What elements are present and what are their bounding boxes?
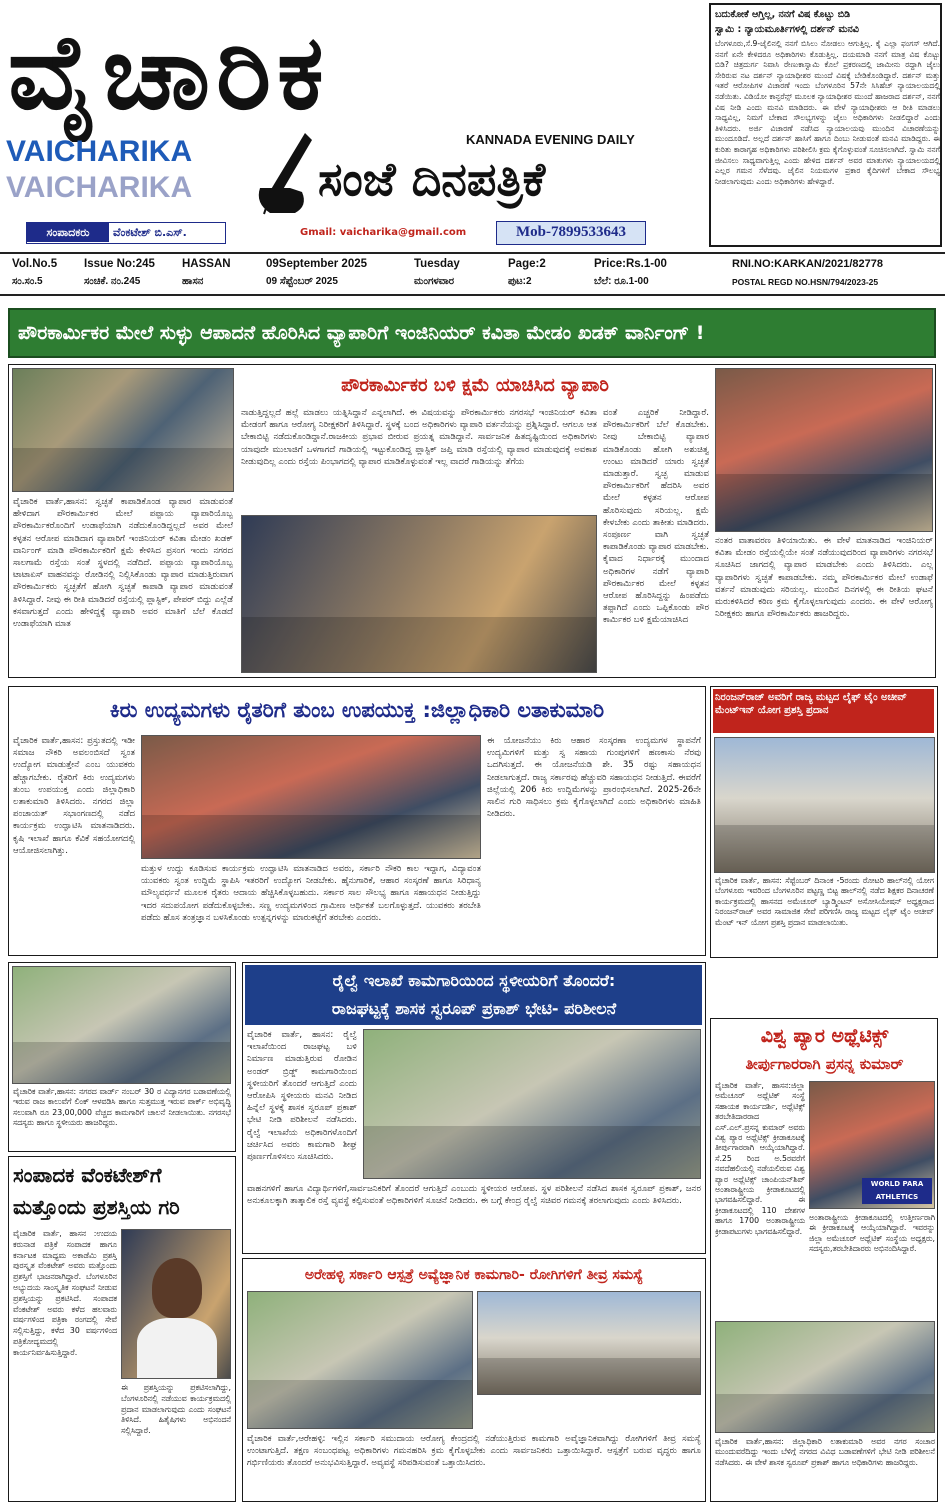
price-en: Price:Rs.1-00 — [594, 258, 667, 270]
avatar — [152, 1258, 202, 1318]
story2-col-mid: ಮತ್ತುಳ ಉದ್ದು ಕೂಡಿಸುವ ಕಾರ್ಯಕ್ರಮ ಉದ್ಘಾಟಿಸಿ ಮಾತನಾಡಿದ ಅವರು, ಸರ್ಕಾರಿ ನೌಕರಿ ಕಾಲ ಇದ್ದಾಗ, ವಿದ್ಯಾವಂತ ಯುವಕರು ಸ್ವಂತ ಉದ್ದಿಮೆ ಸ್ಥಾಪಿಸಿ ಇತರರಿಗೆ ಉದ್ಯೋಗ ನೀಡಬೇಕು. ಹೈನುಗಾರಿಕೆ, ಆಹಾರ ಸಂಸ್ಕರಣೆ ಹಾಗೂ ಸಿರಿಧಾನ್ಯ ಮೌಲ್ಯವರ್ಧನೆ ಮೂಲಕ ರೈತರು ಆದಾಯ ಹೆಚ್ಚಿಸಿಕೊಳ್ಳಬಹುದು. ಸರ್ಕಾರ ಸಾಲ ಸೌಲಭ್ಯ ಹಾಗೂ ಸಹಾಯಧನ ನೀಡುತ್ತಿದ್ದು ಇದರ ಸದುಪಯೋಗ ಪಡೆದುಕೊಳ್ಳಬೇಕು. ಸಣ್ಣ ಉದ್ಯಮಗಳಿಂದ ಗ್ರಾಮೀಣ ಆರ್ಥಿಕತೆ ಬಲಗೊಳ್ಳುತ್ತದೆ. ಯುವಕರು ತರಬೇತಿ ಪಡೆದು ಹೊಸ ತಂತ್ರಜ್ಞಾನ ಬಳಸಿಕೊಂಡು ಉತ್ಪನ್ನಗಳನ್ನು ಮಾರುಕಟ್ಟೆಗೆ ತರಬೇಕು ಎಂದರು. — [141, 864, 481, 923]
story6-body: ವೈಚಾರಿಕ ವಾರ್ತೆ,ಆರೇಹಳ್ಳಿ: ಇಲ್ಲಿನ ಸರ್ಕಾರಿ ಸಮುದಾಯ ಆರೋಗ್ಯ ಕೇಂದ್ರದಲ್ಲಿ ನಡೆಯುತ್ತಿರುವ ಕಾಮಗಾರಿ ಅವೈಜ್ಞಾನಿಕವಾಗಿದ್ದು ರೋಗಿಗಳಿಗೆ ತೀವ್ರ ಸಮಸ್ಯೆ ಉಂಟಾಗುತ್ತಿದೆ. ತಕ್ಷಣ ಸಂಬಂಧಪಟ್ಟ ಅಧಿಕಾರಿಗಳು ಗಮನಹರಿಸಿ ಕ್ರಮ ಕೈಗೊಳ್ಳಬೇಕು ಎಂದು ಸಾರ್ವಜನಿಕರು ಒತ್ತಾಯಿಸಿದ್ದಾರೆ. ಆಸ್ಪತ್ರೆಗೆ ಬರುವ ವೃದ್ಧರು ಹಾಗೂ ಗರ್ಭಿಣಿಯರು ತೊಂದರೆ ಅನುಭವಿಸುತ್ತಿದ್ದಾರೆ. ಅವ್ಯವಸ್ಥೆ ಸರಿಪಡಿಸುವಂತೆ ಒತ್ತಾಯಿಸಿದರು. — [247, 1434, 701, 1469]
editor-badge — [26, 222, 226, 244]
price-kn: ಬೆಲೆ: ರೂ.1-00 — [594, 276, 649, 287]
masthead-title-roman-1: VAICHARIKA — [6, 135, 193, 168]
gmail-address: Gmail: vaicharika@gmail.com — [300, 227, 467, 238]
story6-headline: ಅರೇಹಳ್ಳಿ ಸರ್ಕಾರಿ ಆಸ್ಪತ್ರೆ ಅವ್ಯೆಜ್ಞಾನಿಕ ಕಾಮಗಾರಿ- ರೋಗಿಗಳಿಗೆ ತೀವ್ರ ಸಮಸ್ಯೆ — [304, 1267, 644, 1283]
masthead-title-kannada: ವೈಚಾರಿಕ — [8, 11, 330, 133]
story7-caption: ವೈಚಾರಿಕ ವಾರ್ತೆ,ಹಾಸನ: ಜಿಲ್ಲಾಧಿಕಾರಿ ಲತಾಕುಮಾರಿ ಅವರ ನಗರ ಸಂಚಾರ ಮುಂದುವರೆದಿದ್ದು ಇಂದು ಬೆಳಿಗ್ಗೆ ನಗರದ ವಿವಿಧ ಬಡಾವಣೆಗಳಿಗೆ ಭೇಟಿ ನೀಡಿ ಪರಿಶೀಲನೆ ನಡೆಸಿದರು. ಈ ವೇಳೆ ಶಾಸಕ ಸ್ವರೂಪ್ ಪ್ರಕಾಶ್ ಹಾಗೂ ಅಧಿಕಾರಿಗಳು ಹಾಜರಿದ್ದರು. — [715, 1437, 935, 1467]
story5-photo — [121, 1229, 231, 1379]
editor-label: ಸಂಪಾದಕರು — [27, 223, 109, 242]
masthead-title-roman-2: VAICHARIKA — [6, 171, 193, 204]
story7-headline-2: ತೀರ್ಪುಗಾರರಾಗಿ ಪ್ರಸನ್ನ ಕುಮಾರ್ — [745, 1055, 904, 1073]
postal-regd: POSTAL REGD NO.HSN/794/2023-25 — [732, 277, 879, 287]
day-en: Tuesday — [414, 258, 460, 270]
story1-right-text: ನಂತರ ವಾತಾವರಣ ತಿಳಿಯಾಯಿತು. ಈ ವೇಳೆ ಮಾತನಾಡಿದ ಇಂಜಿನಿಯರ್ ಕವಿತಾ ಮೇಡಂ ರಸ್ತೆಯಲ್ಲಿಯೇ ಸಂತೆ ನಡೆಯುವುದರಿಂದ ವ್ಯಾಪಾರಿಗಳು ನಗರಸಭೆ ಸೂಚಿಸಿದ ಜಾಗದಲ್ಲಿ ವ್ಯಾಪಾರ ಮಾಡಬೇಕು ಎಂದು ತಿಳಿಸಿದರು. ಎಲ್ಲ ವ್ಯಾಪಾರಿಗಳು ಸ್ವಚ್ಛತೆ ಕಾಪಾಡಬೇಕು. ನಮ್ಮ ಪೌರಕಾರ್ಮಿಕರ ಮೇಲೆ ಉಡಾಫೆ ವರ್ತನೆ ಮಾಡುವುದು ಸರಿಯಲ್ಲ. ಮುಂದಿನ ದಿನಗಳಲ್ಲಿ ಈ ರೀತಿಯ ಘಟನೆ ಮರುಕಳಿಸಿದರೆ ಕಠಿಣ ಕ್ರಮ ಕೈಗೊಳ್ಳಲಾಗುವುದು ಎಂದರು. ಈ ವೇಳೆ ಆರೋಗ್ಯ ನಿರೀಕ್ಷಕರು ಹಾಗೂ ಪೌರಕಾರ್ಮಿಕರು ಹಾಜರಿದ್ದರು. — [715, 536, 933, 620]
story1-col-right: ವಂತೆ ಎಚ್ಚರಿಕೆ ನೀಡಿದ್ದಾರೆ. ಪೌರಕಾರ್ಮಿಕರಿಗೆ ಬೆಲೆ ಕೊಡಬೇಕು. ನೀವು ಬೇಕಾಬಿಟ್ಟಿ ವ್ಯಾಪಾರ ಮಾಡಿಕೊಂಡು ಹೋಗಿ ಅಶುಚಿತ್ವ ಉಂಟು ಮಾಡಿದರೆ ಯಾರು ಸ್ವಚ್ಛತೆ ಮಾಡುತ್ತಾರೆ. ಸ್ವಚ್ಛ ಮಾಡುವ ಪೌರಕಾರ್ಮಿಕರಿಗೆ ಹೆದರಿಸಿ ಅವರ ಮೇಲೆ ಕಳ್ಳತನ ಆರೋಪ ಹೊರಿಸುವುದು ಸರಿಯಲ್ಲ. ಕ್ಷಮೆ ಕೇಳಬೇಕು ಎಂದು ತಾಕೀತು ಮಾಡಿದರು. ಸಂಪೂರ್ಣ ವಾಗಿ ಸ್ವಚ್ಛತೆ ಕಾಪಾಡಿಕೊಂಡು ವ್ಯಾಪಾರ ಮಾಡಬೇಕು. ಕೈವಾದ ನಿರ್ಧಾರಕ್ಕೆ ಮುಂದಾದ ಅಧಿಕಾರಿಗಳ ನಡೆಗೆ ವ್ಯಾಪಾರಿ ಪೌರಕಾರ್ಮಿಕರ ಮೇಲೆ ಕಳ್ಳತನ ಆರೋಪ ಹೊರಿಸಿದ್ದನ್ನು ಹಿಂಪಡೆದು ತಪ್ಪಾಗಿದೆ ಎಂದು ಒಪ್ಪಿಕೊಂಡು ಪೌರ ಕಾರ್ಮಿಕರ ಬಳಿ ಕ್ಷಮೆಯಾಚಿಸಿದ — [603, 408, 709, 626]
pen-hand-icon — [250, 128, 320, 218]
page-en: Page:2 — [508, 258, 546, 270]
story7-body: ವೈಚಾರಿಕ ವಾರ್ತೆ, ಹಾಸನ:ಜಿಲ್ಲಾ ಅಮೆಚೂರ್ ಅಥ್ಲೆಟಿಕ್ ಸಂಸ್ಥೆ ಸಹಾಯಕ ಕಾರ್ಯದರ್ಶಿ, ಅಥ್ಲೆಟಿಕ್ಸ್ ತರಬೇತಿದಾರರಾದ ಎಸ್.ಎಲ್.ಪ್ರಸನ್ನ ಕುಮಾರ್ ಅವರು ವಿಶ್ವ ಪ್ಯಾರ ಅಥ್ಲೆಟಿಕ್ಸ್ ಕ್ರೀಡಾಕೂಟಕ್ಕೆ ತೀರ್ಪುಗಾರರಾಗಿ ಆಯ್ಕೆಯಾಗಿದ್ದಾರೆ. ಸೆ.25 ರಿಂದ ಅ.5ರವರೆಗೆ ನವದೆಹಲಿಯಲ್ಲಿ ನಡೆಯಲಿರುವ ವಿಶ್ವ ಪ್ಯಾರ ಅಥ್ಲೆಟಿಕ್ಸ್ ಚಾಂಪಿಯನ್‌ಶಿಪ್ ಅಂತಾರಾಷ್ಟ್ರೀಯ ಕ್ರೀಡಾಕೂಟದಲ್ಲಿ ಭಾಗವಹಿಸಲಿದ್ದಾರೆ. ಈ ಕ್ರೀಡಾಕೂಟದಲ್ಲಿ 110 ದೇಶಗಳ ಹಾಗೂ 1700 ಅಂತಾರಾಷ್ಟ್ರೀಯ ಕ್ರೀಡಾಪಟುಗಳು ಭಾಗವಹಿಸಲಿದ್ದಾರೆ. — [715, 1081, 805, 1236]
story3-frame — [710, 686, 938, 958]
story6-photo-left — [247, 1291, 473, 1429]
rni-number: RNI.NO:KARKAN/2021/82778 — [732, 258, 883, 270]
story4-col-bottom: ವಾಹನಗಳಿಗೆ ಹಾಗೂ ವಿದ್ಯಾರ್ಥಿಗಳಿಗೆ,ಸಾರ್ವಜನಿಕರಿಗೆ ತೊಂದರೆ ಆಗುತ್ತಿದೆ ಎಂಬುದು ಸ್ಥಳೀಯರ ಆರೋಪ. ಸ್ಥಳ ಪರಿಶೀಲನೆ ನಡೆಸಿದ ಶಾಸಕ ಸ್ವರೂಪ್ ಪ್ರಕಾಶ್, ಜನರ ಅನುಕೂಲಕ್ಕಾಗಿ ತಾತ್ಕಾಲಿಕ ರಸ್ತೆ ವ್ಯವಸ್ಥೆ ಕಲ್ಪಿಸುವಂತೆ ಅಧಿಕಾರಿಗಳಿಗೆ ಸೂಚನೆ ನೀಡಿದರು. ಈ ಬಗ್ಗೆ ಕೇಂದ್ರ ರೈಲ್ವೆ ಸಚಿವರ ಗಮನಕ್ಕೆ ತರಲಾಗುವುದು ಎಂದು ತಿಳಿಸಿದರು. — [247, 1184, 701, 1207]
story1-col-mid: ನಾಡುತ್ತಿದ್ದಲ್ಲದೆ ಹಲ್ಲೆ ಮಾಡಲು ಯತ್ನಿಸಿದ್ದಾನೆ ಎನ್ನಲಾಗಿದೆ. ಈ ವಿಷಯವನ್ನು ಪೌರಕಾರ್ಮಿಕರು ನಗರಸಭೆ ಇಂಜಿನಿಯರ್ ಕವಿತಾ ಮೇಡಂಗೆ ಹಾಗೂ ಆರೋಗ್ಯ ನಿರೀಕ್ಷಕರಿಗೆ ತಿಳಿಸಿದ್ದಾರೆ. ಸ್ಥಳಕ್ಕೆ ಬಂದ ಅಧಿಕಾರಿಗಳು ವ್ಯಾಪಾರಿ ವರ್ತನೆಯನ್ನು ಪ್ರಶ್ನಿಸಿದ್ದಾರೆ. ಆಗಲೂ ಆತ ಬೇಕಾಬಿಟ್ಟಿ ನಡೆದುಕೊಂಡಿದ್ದಾನೆ.ರಾಜಕೀಯ ಪ್ರಭಾವ ಬೀರುವ ಪ್ರಯತ್ನ ಮಾಡಿದ್ದಾನೆ. ಸಾರ್ವಜನಿಕ ಹಿತದೃಷ್ಟಿಯಿಂದ ಅಧಿಕಾರಿಗಳು ಯಾವುದೇ ಮುಲಾಜಿಗೆ ಒಳಗಾಗದೆ ಗಾಡಿಯಲ್ಲಿ ಇಟ್ಟುಕೊಂಡಿದ್ದ ಪ್ಲಾಸ್ಟಿಕ್ ಜಪ್ತಿ ಮಾಡಿ ರಸ್ತೆಯಲ್ಲಿ ವ್ಯಾಪಾರ ಮಾಡುವುದಕ್ಕೆ ಅವಕಾಶ ನೀಡುವುದಿಲ್ಲ ಎಂದು ರಸ್ತೆಯ ಪಿಂಭಾಗದಲ್ಲಿ ವ್ಯಾಪಾರ ಮಾಡಿಕೊಳ್ಳುವಂತೆ ಇಲ್ಲ ವಾದರೆ ಗಾಡಿಯನ್ನು ತೆಗೆಯ — [241, 408, 597, 467]
story2-headline: ಕಿರು ಉದ್ಯಮಗಳು ರೈತರಿಗೆ ತುಂಬ ಉಪಯುಕ್ತ :ಜಿಲ್ಲಾಧಿಕಾರಿ ಲತಾಕುಮಾರಿ — [109, 698, 605, 722]
banner-headline: ಪೌರಕಾರ್ಮಿಕರ ಮೇಲೆ ಸುಳ್ಳು ಆಪಾದನೆ ಹೊರಿಸಿದ ವ್ಯಾಪಾರಿಗೆ ಇಂಜಿನಿಯರ್ ಕವಿತಾ ಮೇಡಂ ಖಡಕ್ ವಾರ್ನಿಂಗ್ ! — [18, 322, 705, 344]
tagline-english: KANNADA EVENING DAILY — [466, 132, 635, 147]
park-frame — [8, 962, 236, 1152]
top-story-headline: ಬದುಕೋಕೆ ಆಗ್ತಿಲ್ಲ, ನನಗೆ ವಿಷ ಕೊಟ್ಟು ಬಿಡಿ — [715, 9, 851, 20]
story7-photo-bottom — [715, 1321, 935, 1433]
date-kn: 09 ಸೆಪ್ಟೆಂಬರ್ 2025 — [266, 276, 338, 287]
top-story-body: ಬೆಂಗಳೂರು,ಸೆ.9-ಜೈಲಿನಲ್ಲಿ ನನಗೆ ಬಿಸಿಲು ನೋಡಲು ಆಗುತ್ತಿಲ್ಲ. ಕೈ ಎಲ್ಲಾ ಫಂಗಸ್ ಆಗಿದೆ. ನನಗೆ ಏನೇ ಕೇಳಿದರೂ ಅಧಿಕಾರಿಗಳು ಕೊಡುತ್ತಿಲ್ಲ. ದಯಮಾಡಿ ನನಗೆ ಮಾತ್ರ ವಿಷ ಕೊಟ್ಟು ಬಿಡಿ? ಚಿತ್ರದುರ್ಗ ನಿವಾಸಿ ರೇಣುಕಾಸ್ವಾಮಿ ಕೊಲೆ ಪ್ರಕರಣದಲ್ಲಿ ಜಾಮೀನು ರದ್ದಾಗಿ ಜೈಲು ಸೇರಿರುವ ನಟ ದರ್ಶನ್ ನ್ಯಾಯಾಧೀಶರ ಮುಂದೆ ವಿಷಕ್ಕೆ ಬೇಡಿಕೊಂಡಿದ್ದಾರೆ. ದರ್ಶನ್ ಮತ್ತು ಇತರೆ ಆರೋಪಿಗಳ ವಿಚಾರಣೆ ಇಂದು ಬೆಂಗಳೂರಿನ 57ನೇ ಸಿಸಿಹೆಚ್ ನ್ಯಾಯಾಲಯದಲ್ಲಿ ನಡೆಯಿತು. ವಿಡಿಯೋ ಕಾನ್ಫರೆನ್ಸ್ ಮೂಲಕ ನ್ಯಾಯಾಧೀಶರ ಮುಂದೆ ಹಾಜರಾದ ದರ್ಶನ್, ನನಗೆ ವಿಷ ನೀಡಿ ಎಂದು ಮನವಿ ಮಾಡಿದರು. ಈ ವೇಳೆ ನ್ಯಾಯಾಧೀಶರು ಆ ರೀತಿ ಮಾಡಲು ಸಾಧ್ಯವಿಲ್ಲ, ನಿಮಗೆ ಬೇಕಾದ ಸೌಲಭ್ಯಗಳನ್ನು ಜೈಲು ಅಧಿಕಾರಿಗಳು ನೀಡಲಿದ್ದಾರೆ ಎಂದು ತಿಳಿಸಿದರು. ಅರ್ಜಿ ವಿಚಾರಣೆ ನಡೆಸಿದ ನ್ಯಾಯಾಲಯವು ಮುಂದಿನ ವಿಚಾರಣೆಯನ್ನು ಮುಂದೂಡಿದೆ. ಅಲ್ಲದೆ ದರ್ಶನ್ ಹಾಸಿಗೆ ಹಾಗೂ ದಿಂಬು ನೀಡುವಂತೆ ಮನವಿ ಮಾಡಿದ್ದರು. ಈ ಕುರಿತು ಕಾರಾಗೃಹ ಅಧಿಕಾರಿಗಳು ಪರಿಶೀಲಿಸಿ ಕ್ರಮ ಕೈಗೊಳ್ಳುವಂತೆ ಸೂಚಿಸಲಾಗಿದೆ. ಸ್ವಾಮಿ ನನಗೆ ಜೀವಿಸಲು ಸಾಧ್ಯವಾಗುತ್ತಿಲ್ಲ ಎಂದು ಹೇಳಿದ ದರ್ಶನ್ ಅವರ ಮಾತುಗಳು ನ್ಯಾಯಾಲಯದಲ್ಲಿ ಎಲ್ಲರ ಗಮನ ಸೆಳೆದವು. ಜೈಲಿನ ನಿಯಮಗಳ ಪ್ರಕಾರ ಕೈದಿಗಳಿಗೆ ಬೇಕಾದ ಸೌಲಭ್ಯ ನೀಡಲಾಗುವುದು ಎಂದು ಅಧಿಕಾರಿಗಳು ಹೇಳಿದ್ದಾರೆ. — [715, 39, 940, 186]
story5-frame — [8, 1156, 236, 1502]
story2-frame — [8, 686, 706, 956]
story5-headline: ಸಂಪಾದಕ ವೆಂಕಟೇಶ್‌ಗೆ ಮತ್ತೊಂದು ಪ್ರಶಸ್ತಿಯ ಗರಿ — [13, 1163, 180, 1219]
top-story-box — [709, 3, 942, 247]
story4-photo — [363, 1029, 701, 1179]
issue-en: Issue No:245 — [84, 258, 155, 270]
story3-headline-text: ನಿರಂಜನ್‌ರಾಜ್ ಅವರಿಗೆ ರಾಜ್ಯ ಮಟ್ಟದ ಲೈಫ್ ಟೈಂ ಅಚೀವ್ ಮೆಂಟ್‌ಇನ್ ಯೋಗ ಪ್ರಶಸ್ತಿ ಪ್ರದಾನ — [715, 692, 907, 716]
story1-photo-right — [715, 368, 933, 532]
page-kn: ಪುಟ:2 — [508, 276, 532, 287]
issue-kn: ಸಂಚಿಕೆ. ನಂ.245 — [84, 276, 141, 287]
masthead — [0, 0, 705, 250]
story2-photo — [141, 735, 481, 859]
banner-strip — [8, 308, 936, 358]
story4-frame — [242, 962, 706, 1254]
dateline-rule-top — [0, 252, 945, 254]
story6-photo-right — [477, 1291, 701, 1395]
world-para-athletics-banner: WORLD PARA ATHLETICS — [862, 1178, 932, 1204]
story7-photo — [809, 1081, 935, 1209]
place-kn: ಹಾಸನ — [182, 276, 204, 287]
story1-photo-center — [241, 515, 597, 673]
story4-headline-2: ರಾಜಘಟ್ಟಕ್ಕೆ ಶಾಸಕ ಸ್ವರೂಪ್ ಪ್ರಕಾಶ್ ಭೇಟಿ- ಪರಿಶೀಲನೆ — [331, 999, 617, 1018]
vol-en: Vol.No.5 — [12, 258, 58, 270]
vol-kn: ಸಂ.ಸಂ.5 — [12, 276, 43, 287]
story1-col-left: ವೈಚಾರಿಕ ವಾರ್ತೆ,ಹಾಸನ: ಸ್ವಚ್ಛತೆ ಕಾಪಾಡಿಕೊಂಡ ವ್ಯಾಪಾರ ಮಾಡುವಂತೆ ಹೇಳಿದಾಗ ಪೌರಕಾರ್ಮಿಕರ ಮೇಲೆ ಪಪ್ಪಾಯ ವ್ಯಾಪಾರಿಯೊಬ್ಬ ಪೌರಕಾರ್ಮಿಕರೊಂದಿಗೆ ಉಡಾಫೆಯಾಗಿ ನಡೆದುಕೊಂಡಿದ್ದಲ್ಲದೆ ಅವರ ಮೇಲೆ ಕಳ್ಳತನ ಆರೋಪ ಮಾಡಿದಾಗ ವ್ಯಾಪಾರಿಗೆ ಇಂಜಿನಿಯರ್ ಕವಿತಾ ಮೇಡಂ ಖಡಕ್ ವಾರ್ನಿಂಗ್ ಮಾಡಿ ಪೌರಕಾರ್ಮಿಕರಿಗೆ ಕ್ಷಮೆ ಕೇಳಿಸಿದ ಪ್ರಸಂಗ ಇಂದು ನಗರದ ಸಾಲಗಾಮೆ ರಸ್ತೆಯ ಸಂತೆ ಸ್ಥಳದಲ್ಲಿ ನಡೆದಿದೆ. ಪಪ್ಪಾಯ ವ್ಯಾಪಾರಿಯೊಬ್ಬ ಟಾಟಾಏಸ್ ವಾಹನವನ್ನು ರೋಡಿನಲ್ಲಿ ನಿಲ್ಲಿಸಿಕೊಂಡು ವ್ಯಾಪಾರ ಮಾಡುತ್ತಿರುವಾಗ ಪೌರಕಾರ್ಮಿಕರು ಸ್ವಚ್ಛತೆಗೆ ಹೋಗಿ ಸ್ವಚ್ಛತೆ ಕಾಪಾಡಿ ವ್ಯಾಪಾರ ಮಾಡುವಂತೆ ತಿಳಿಸಿದ್ದಾರೆ. ನೀವು ಈ ರೀತಿ ಮಾಡಿದರೆ ರಸ್ತೆಯಲ್ಲಿ ಪ್ಲಾಸ್ಟಿಕ್, ಪೇಪರ್ ಬಿದ್ದು ಎಲ್ಲೆಡೆ ಕಸವಾಗುತ್ತದೆ ಎಂದು ಹೇಳಿದ್ದಕ್ಕೆ ವ್ಯಾಪಾರಿ ಅವರ ಮಾತಿಗೆ ಬೆಲೆ ಕೊಡದೆ ಉಡಾಫೆಯಾಗಿ ಮಾತ — [13, 497, 233, 630]
mobile-number: Mob-7899533643 — [496, 221, 646, 245]
place-en: HASSAN — [182, 258, 231, 270]
story7-frame — [710, 1018, 938, 1502]
date-en: 09September 2025 — [266, 258, 368, 270]
dateline — [0, 256, 945, 292]
story6-frame — [242, 1258, 706, 1502]
story5-body2: ಈ ಪ್ರಶಸ್ತಿಯನ್ನು ಪ್ರಕಟಿಸಲಾಗಿದ್ದು, ಬೆಂಗಳೂರಿನಲ್ಲಿ ನಡೆಯುವ ಕಾರ್ಯಕ್ರಮದಲ್ಲಿ ಪ್ರದಾನ ಮಾಡಲಾಗುವುದು ಎಂದು ಸಂಘಟನೆ ತಿಳಿಸಿದೆ. ಹಿತೈಷಿಗಳು ಅಭಿನಂದನೆ ಸಲ್ಲಿಸಿದ್ದಾರೆ. — [121, 1383, 231, 1436]
day-kn: ಮಂಗಳವಾರ — [414, 276, 455, 287]
story2-col-left: ವೈಚಾರಿಕ ವಾರ್ತೆ,ಹಾಸನ: ಪ್ರಸ್ತುತದಲ್ಲಿ ಇಡೀ ಸಮಾಜ ನೌಕರಿ ಅವಲಂಬಿಸದೆ ಸ್ವಂತ ಉದ್ಯೋಗ ಮಾಡುತ್ತೇನೆ ಎಂಬ ಯುವಕರು ಹೆಚ್ಚಾಗಬೇಕು. ರೈತರಿಗೆ ಕಿರು ಉದ್ಯಮಗಳು ತುಂಬ ಉಪಯುಕ್ತ ಎಂದು ಜಿಲ್ಲಾಧಿಕಾರಿ ಲತಾಕುಮಾರಿ ತಿಳಿಸಿದರು. ನಗರದ ಜಿಲ್ಲಾ ಪಂಚಾಯತ್ ಸಭಾಂಗಣದಲ್ಲಿ ನಡೆದ ಕಾರ್ಯಕ್ರಮ ಉದ್ಘಾಟಿಸಿ ಮಾತನಾಡಿದರು. ಕೃಷಿ ಇಲಾಖೆ ಹಾಗೂ ಕೆವಿಕೆ ಸಹಯೋಗದಲ್ಲಿ ಆಯೋಜಿಸಲಾಗಿತ್ತು. — [13, 736, 135, 856]
story7-headline-1: ವಿಶ್ವ ಪ್ಯಾರ ಅಥ್ಲೆಟಿಕ್ಸ್ — [760, 1025, 889, 1047]
story4-col-left: ವೈಚಾರಿಕ ವಾರ್ತೆ, ಹಾಸನ: ರೈಲ್ವೆ ಇಲಾಖೆಯಿಂದ ರಾಜಘಟ್ಟ ಬಳಿ ನಿರ್ಮಾಣ ಮಾಡುತ್ತಿರುವ ರೋಡಿನ ಅಂಡರ್ ಬ್ರಿಡ್ಜ್ ಕಾಮಗಾರಿಯಿಂದ ಸ್ಥಳೀಯರಿಗೆ ತೊಂದರೆ ಆಗುತ್ತಿದೆ ಎಂದು ಆರೋಪಿಸಿ ಸ್ಥಳೀಯರು ಮನವಿ ನೀಡಿದ ಹಿನ್ನೆಲೆ ಸ್ಥಳಕ್ಕೆ ಶಾಸಕ ಸ್ವರೂಪ್ ಪ್ರಕಾಶ್ ಭೇಟಿ ನೀಡಿ ಪರಿಶೀಲನೆ ನಡೆಸಿದರು. ರೈಲ್ವೆ ಇಲಾಖೆಯ ಅಧಿಕಾರಿಗಳೊಂದಿಗೆ ಚರ್ಚಿಸಿದ ಅವರು ಕಾಮಗಾರಿ ಶೀಘ್ರ ಪೂರ್ಣಗೊಳಿಸಲು ಸೂಚಿಸಿದರು. — [247, 1030, 357, 1163]
story5-body: ವೈಚಾರಿಕ ವಾರ್ತೆ, ಹಾಸನ :ಉದಯ ಕರುನಾಡ ಪತ್ರಿಕೆ ಸಂಪಾದಕ ಹಾಗೂ ಕರ್ನಾಟಕ ಮಾಧ್ಯಮ ಅಕಾಡೆಮಿ ಪ್ರಶಸ್ತಿ ಪುರಸ್ಕೃತ ವೆಂಕಟೇಶ್ ಅವರು ಮತ್ತೊಂದು ಪ್ರಶಸ್ತಿಗೆ ಭಾಜನರಾಗಿದ್ದಾರೆ. ಬೆಂಗಳೂರಿನ ಅಭ್ಯುದಯ ಸಾಂಸ್ಕೃತಿಕ ಸಂಘಟನೆ ನೀಡುವ ಪ್ರಶಸ್ತಿಯನ್ನು ಪ್ರಕಟಿಸಿದೆ. ಸಂಪಾದಕ ವೆಂಕಟೇಶ್ ಅವರು ಕಳೆದ ಹಲವಾರು ವರ್ಷಗಳಿಂದ ಪತ್ರಿಕಾ ರಂಗದಲ್ಲಿ ಸೇವೆ ಸಲ್ಲಿಸುತ್ತಿದ್ದು, ಕಳೆದ 30 ವರ್ಷಗಳಿಂದ ಪತ್ರಿಕೋದ್ಯಮದಲ್ಲಿ ಕಾರ್ಯನಿರ್ವಹಿಸುತ್ತಿದ್ದಾರೆ. — [13, 1229, 117, 1357]
story1-subhead: ಪೌರಕಾರ್ಮಿಕರ ಬಳಿ ಕ್ಷಮೆ ಯಾಚಿಸಿದ ವ್ಯಾಪಾರಿ — [341, 375, 609, 396]
top-story-subhead: ಸ್ವಾಮಿ : ನ್ಯಾಯಮೂರ್ತಿಗಳಲ್ಲಿ ದರ್ಶನ್ ಮನವಿ — [715, 24, 859, 35]
story1-photo-left — [12, 368, 234, 492]
story2-col-right: ಈ ಯೋಜನೆಯು ಕಿರು ಆಹಾರ ಸಂಸ್ಕರಣಾ ಉದ್ಯಮಗಳ ಸ್ಥಾಪನೆಗೆ ಉದ್ಯಮಿಗಳಿಗೆ ಮತ್ತು ಸ್ವ ಸಹಾಯ ಗುಂಪುಗಳಿಗೆ ಹಣಕಾಸು ನೆರವು ಒದಗಿಸುತ್ತದೆ. ಈ ಯೋಜನೆಯಡಿ ಶೇ. 35 ರಷ್ಟು ಸಹಾಯಧನ ನೀಡಲಾಗುತ್ತದೆ. ರಾಜ್ಯ ಸರ್ಕಾರವು ಹೆಚ್ಚುವರಿ ಸಹಾಯಧನ ನೀಡುತ್ತಿದೆ. ಈವರೆಗೆ ಜಿಲ್ಲೆಯಲ್ಲಿ 206 ಕಿರು ಉದ್ದಿಮೆಗಳನ್ನು ಪ್ರಾರಂಭಿಸಲಾಗಿದೆ. 2025-26ನೇ ಸಾಲಿನ ಗುರಿ ಸಾಧಿಸಲು ಕ್ರಮ ಕೈಗೊಳ್ಳಲಾಗಿದೆ ಎಂದು ಅಧಿಕಾರಿಗಳು ಮಾಹಿತಿ ನೀಡಿದರು. — [487, 736, 701, 820]
story3-photo — [714, 737, 935, 873]
story3-body: ವೈಚಾರಿಕ ವಾರ್ತೆ, ಹಾಸನ: ಸೆಪ್ಟೆಂಬರ್ ದಿನಾಂಕ -5ರಂದು ರೋಟರಿ ಹಾಲ್‌ನಲ್ಲಿ ಯೋಗ ಬೆಂಗಳೂರು ಇವರಿಂದ ಬೆಂಗಳೂರಿನ ಪಟ್ಟಣ್ಣ ಬಿಟ್ಟ ಹಾಲ್‌ನಲ್ಲಿ ನಡೆದ ಶಿಕ್ಷಕರ ದಿನಾಚರಣೆ ಕಾರ್ಯಕ್ರಮದಲ್ಲಿ ಹಾಸನದ ಅಮೆಚೂರ್ ಬ್ಯಾಡ್ಮಿಂಟನ್ ಅಸೋಸಿಯೇಷನ್ ಅಧ್ಯಕ್ಷರಾದ ನಿರಂಜನ್‌ರಾಜ್ ಅವರ ಸಾಮಾಜಿಕ ಸೇವೆ ಪರಿಗಣಿಸಿ ರಾಜ್ಯ ಮಟ್ಟದ ಲೈಫ್ ಟೈಂ ಅಚೀವ್ ಮೆಂಟ್ ಇನ್ ಯೋಗ ಪ್ರಶಸ್ತಿ ಪ್ರದಾನ ಮಾಡಲಾಯಿತು. — [715, 876, 934, 927]
dateline-rule-bottom — [0, 294, 945, 296]
story4-headline-1: ರೈಲ್ವೆ ಇಲಾಖೆ ಕಾಮಗಾರಿಯಿಂದ ಸ್ಥಳೀಯರಿಗೆ ತೊಂದರೆ: — [332, 971, 616, 990]
tagline-kannada: ಸಂಜೆ ದಿನಪತ್ರಿಕೆ — [318, 152, 546, 206]
story7-body2: ಅಂತಾರಾಷ್ಟ್ರೀಯ ಕ್ರೀಡಾಕೂಟದಲ್ಲಿ ಉತ್ತೀರ್ಣರಾಗಿ ಈ ಕ್ರೀಡಾಕೂಟಕ್ಕೆ ಆಯ್ಕೆಯಾಗಿದ್ದಾರೆ. ಇವರನ್ನು ಜಿಲ್ಲಾ ಅಮೆಚೂರ್ ಅಥ್ಲೆಟಿಕ್ ಸಂಸ್ಥೆಯ ಅಧ್ಯಕ್ಷರು, ಸದಸ್ಯರು,ತರಬೇತಿದಾರರು ಅಭಿನಂದಿಸಿದ್ದಾರೆ. — [809, 1213, 935, 1254]
editor-name: ವೆಂಕಟೇಶ್ ಬಿ.ಎಸ್. — [113, 226, 187, 239]
park-photo — [12, 966, 231, 1084]
park-caption: ವೈಚಾರಿಕ ವಾರ್ತೆ,ಹಾಸನ: ನಗರದ ವಾರ್ಡ್ ನಂಬರ್ 30 ರ ವಿದ್ಯಾನಗರ ಬಡಾವಣೆಯಲ್ಲಿ ಇರುವ ರಾಜ ಕಾಲುವೆಗೆ ಲಿಂಕ್ ಆಳವಡಿಸಿ ಹಾಗೂ ಸುತ್ತಮುತ್ತ ಇರುವ ಪಾರ್ಕ್ ಅಭಿವೃದ್ಧಿ ಸಲುವಾಗಿ ರೂ 23,00,000 ವೆಚ್ಚದ ಕಾಮಗಾರಿಗೆ ಚಾಲನೆ ನೀಡಲಾಯಿತು. ನಗರಸಭೆ ಸದಸ್ಯರು ಹಾಗೂ ಸ್ಥಳೀಯರು ಹಾಜರಿದ್ದರು. — [13, 1087, 231, 1128]
story1-frame — [8, 364, 936, 678]
